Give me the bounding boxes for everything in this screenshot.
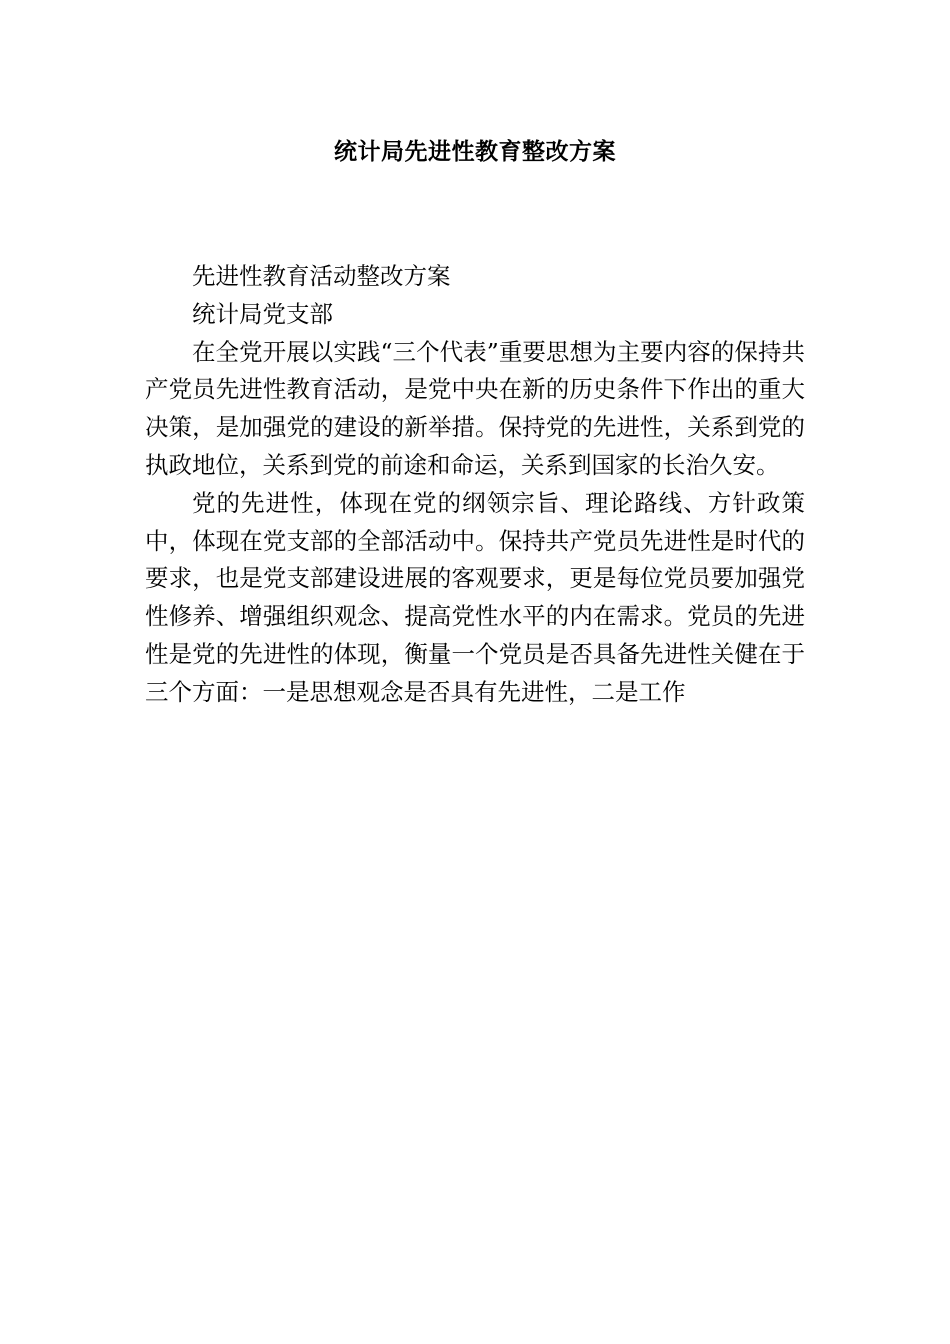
paragraph-subtitle: 先进性教育活动整改方案 <box>192 262 451 290</box>
paragraph-advancement: 党的先进性，体现在党的纲领宗旨、理论路线、方针政策中，体现在党支部的全部活动中。保持共产党员先进性是时代的要求，也是党支部建设进展的客观要求，更是每位党员要加强党性修养、增强组织观念、提高党性水平的内在需求。党员的先进性是党的先进性的体现，衡量一个党员是否具备先进性关健在于三个方面：一是思想观念是否具有先进性，二是工作 <box>145 488 805 706</box>
paragraph-author: 统计局党支部 <box>192 299 333 328</box>
document-title: 统计局先进性教育整改方案 <box>334 138 616 165</box>
document-body <box>145 258 805 712</box>
paragraph-intro: 在全党开展以实践“三个代表”重要思想为主要内容的保持共产党员先进性教育活动，是党中央在新的历史条件下作出的重大决策，是加强党的建设的新举措。保持党的先进性，关系到党的执政地位，关系到党的前途和命运，关系到国家的长治久安。 <box>145 337 805 479</box>
